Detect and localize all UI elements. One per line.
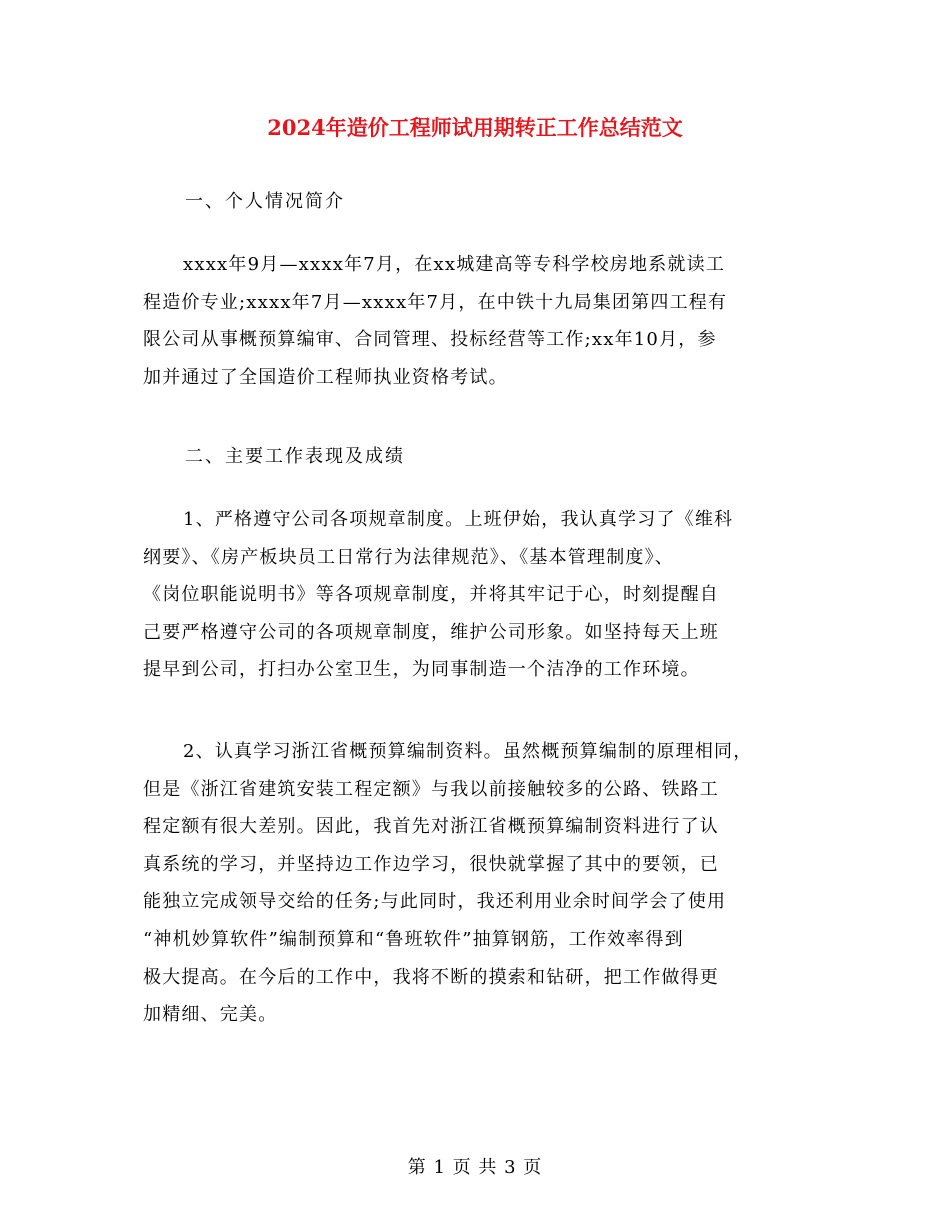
paragraph-line: 加精细、完美。	[143, 1004, 278, 1026]
paragraph-line: xxxx年9月—xxxx年7月，在xx城建高等专科学校房地系就读工	[183, 254, 726, 275]
paragraph-line: “神机妙算软件”编制预算和“鲁班软件”抽算钢筋，工作效率得到	[143, 928, 684, 950]
paragraph-line: 纲要》、《房产板块员工日常行为法律规范》、《基本管理制度》、	[143, 546, 674, 568]
section-heading-intro: 一、个人情况简介	[185, 191, 345, 212]
paragraph-line: 2、认真学习浙江省概预算编制资料。虽然概预算编制的原理相同，	[183, 741, 753, 762]
paragraph-line: 程造价专业;xxxx年7月—xxxx年7月，在中铁十九局集团第四工程有	[143, 291, 728, 313]
paragraph-line: 极大提高。在今后的工作中，我将不断的摸索和钻研，把工作做得更	[143, 966, 719, 988]
paragraph-line: 但是《浙江省建筑安装工程定额》与我以前接触较多的公路、铁路工	[143, 778, 719, 800]
section-heading-performance: 二、主要工作表现及成绩	[185, 446, 405, 467]
paragraph-line: 《岗位职能说明书》等各项规章制度，并将其牢记于心，时刻提醒自	[143, 584, 719, 606]
page-footer: 第 1 页 共 3 页	[407, 1157, 543, 1178]
paragraph-line: 真系统的学习，并坚持边工作边学习，很快就掌握了其中的要领，已	[143, 853, 719, 875]
paragraph-line: 限公司从事概预算编审、合同管理、投标经营等工作;xx年10月，参	[143, 329, 717, 351]
paragraph-rules	[143, 501, 823, 689]
document-title: 2024年造价工程师试用期转正工作总结范文	[267, 115, 683, 140]
paragraph-line: 程定额有很大差别。因此，我首先对浙江省概预算编制资料进行了认	[143, 816, 719, 838]
paragraph-line: 1、严格遵守公司各项规章制度。上班伊始，我认真学习了《维科	[183, 509, 734, 530]
paragraph-line: 加并通过了全国造价工程师执业资格考试。	[143, 366, 508, 388]
paragraph-study	[143, 733, 823, 1034]
paragraph-line: 能独立完成领导交给的任务;与此同时，我还利用业余时间学会了使用	[143, 891, 727, 913]
paragraph-line: 己要严格遵守公司的各项规章制度，维护公司形象。如坚持每天上班	[143, 621, 719, 643]
paragraph-intro	[143, 246, 823, 396]
paragraph-line: 提早到公司，打扫办公室卫生，为同事制造一个洁净的工作环境。	[143, 659, 700, 681]
